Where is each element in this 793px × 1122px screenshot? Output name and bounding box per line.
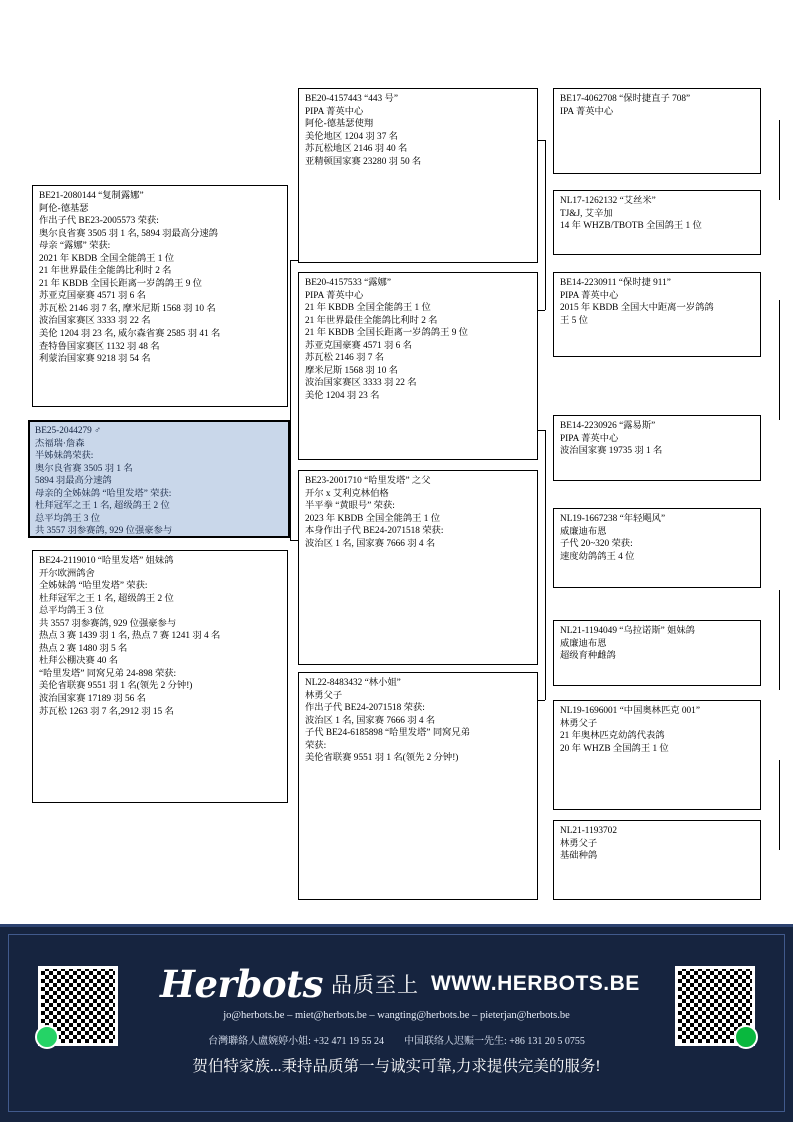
pedigree-box-great-grandparent-8: [553, 820, 761, 900]
box-line: 奥尔良省赛 3505 羽 1 名: [35, 463, 133, 474]
box-line: BE21-2080144 “复制露娜”: [39, 191, 144, 201]
box-line: 母亲 “露娜” 荣获:: [39, 241, 111, 252]
box-line: 杜拜冠军之王 1 名, 超级鸽王 2 位: [39, 593, 174, 604]
box-line: 21 年奥林匹克幼鸽代表鸽: [560, 731, 665, 742]
box-line: 阿伦-德基瑟使翔: [305, 119, 374, 130]
box-line: 美伦 1204 羽 23 名, 威尔森省赛 2585 羽 41 名: [39, 329, 221, 340]
pedigree-box-grandsire-paternal: [298, 88, 538, 263]
box-line: BE17-4062708 “保时捷直子 708”: [560, 94, 691, 104]
wechat-icon: [35, 1025, 59, 1049]
box-line: 林勇父子: [560, 718, 598, 729]
footer-inner-border: [8, 934, 785, 1112]
box-line: PIPA 菁英中心: [560, 290, 619, 301]
box-line: 开尔欧洲鸽舍: [39, 568, 95, 579]
connector-gp3-stub: [537, 430, 545, 431]
box-line: 苏瓦松地区 2146 羽 40 名: [305, 144, 408, 155]
pedigree-box-subject: [28, 420, 290, 538]
box-line: 21 年 KBDB 全国长距离一岁鸽鸽王 9 位: [305, 328, 468, 339]
qr-code-right[interactable]: [675, 966, 755, 1046]
box-line: 杜拜冠军之王 1 名, 超级鸽王 2 位: [35, 501, 170, 512]
pedigree-box-granddam-maternal: [298, 672, 538, 900]
connector-dam-stub: [290, 540, 298, 541]
box-line: 作出子代 BE24-2071518 荣获:: [305, 703, 425, 714]
connector-gp2-to-gg: [779, 300, 780, 420]
footer-top-rule: [0, 924, 793, 927]
box-line: BE20-4157533 “露娜”: [305, 278, 391, 288]
box-line: TJ&J, 艾辛加: [560, 208, 613, 219]
box-line: 半平拳 “黄眼号” 荣获:: [305, 501, 395, 512]
pedigree-box-granddam-paternal: [298, 272, 538, 460]
box-line: 热点 2 赛 1480 羽 5 名: [39, 643, 128, 654]
box-line: 子代 BE24-6185898 “哈里发塔” 同窝兄弟: [305, 728, 471, 739]
connector-gp3-to-gg: [779, 590, 780, 690]
box-line: 阿伦-德基瑟: [39, 203, 89, 214]
pedigree-box-great-grandparent-5: [553, 508, 761, 588]
footer-tagline: 贺伯特家族...秉持品质第一与诚实可靠,力求提供完美的服务!: [192, 1058, 601, 1075]
connector-gp4-stub: [537, 700, 545, 701]
pedigree-box-great-grandparent-7: [553, 700, 761, 810]
connector-gp2-stub: [537, 310, 545, 311]
pedigree-box-sire: [32, 185, 288, 407]
brand-row: [160, 962, 640, 1006]
box-line: 14 年 WHZB/TBOTB 全国鸽王 1 位: [560, 221, 702, 232]
box-line: 5894 羽最高分速鸽: [35, 476, 112, 487]
box-line: 全姊妹鸽 “哈里发塔” 荣获:: [39, 581, 148, 592]
box-line: 美伦地区 1204 羽 37 名: [305, 131, 398, 142]
footer-banner: [0, 924, 793, 1122]
box-line: BE20-4157443 “443 号”: [305, 94, 398, 104]
box-line: NL19-1696001 “中国奥林匹克 001”: [560, 706, 700, 716]
box-line: 波治国家赛 19735 羽 1 名: [560, 446, 663, 457]
box-line: 美伦 1204 羽 23 名: [305, 390, 380, 401]
box-line: 21 年世界最佳全能鸽比利时 2 名: [39, 266, 172, 277]
box-line: 波治区 1 名, 国家赛 7666 羽 4 名: [305, 715, 436, 726]
box-line: 奥尔良省赛 3505 羽 1 名, 5894 羽最高分速鸽: [39, 228, 218, 239]
box-line: 本身作出子代 BE24-2071518 荣获:: [305, 526, 444, 537]
box-line: 美伦省联赛 9551 羽 1 名(领先 2 分钟!): [39, 681, 193, 692]
box-line: 利蒙治国家赛 9218 羽 54 名: [39, 354, 151, 365]
box-line: 杰福瑞·詹森: [35, 438, 85, 449]
box-line: 波治区 1 名, 国家赛 7666 羽 4 名: [305, 538, 436, 549]
connector-sire-to-gp: [545, 140, 546, 310]
box-line: 林勇父子: [305, 690, 343, 701]
box-line: PIPA 菁英中心: [305, 106, 364, 117]
box-line: 威廉迪布恩: [560, 526, 607, 537]
box-line: 美伦省联赛 9551 羽 1 名(领先 2 分钟!): [305, 753, 459, 764]
box-line: 2021 年 KBDB 全国全能鸽王 1 位: [39, 253, 175, 264]
box-line: BE25-2044279 ♂: [35, 426, 102, 436]
box-line: 21 年 KBDB 全国长距离一岁鸽鸽王 9 位: [39, 278, 202, 289]
pedigree-box-great-grandparent-2: [553, 190, 761, 255]
pedigree-box-great-grandparent-1: [553, 88, 761, 174]
box-line: 2015 年 KBDB 全国大中距离一岁鸽鸽: [560, 303, 714, 314]
box-line: BE14-2230911 “保时捷 911”: [560, 278, 671, 288]
box-line: “哈里发塔” 同窝兄弟 24-898 荣获:: [39, 668, 177, 679]
connector-sire-stub: [290, 260, 298, 261]
box-line: 作出子代 BE23-2005573 荣获:: [39, 216, 159, 227]
box-line: PIPA 菁英中心: [560, 433, 619, 444]
pedigree-box-dam: [32, 550, 288, 803]
box-line: NL22-8483432 “林小姐”: [305, 678, 401, 688]
box-line: BE14-2230926 “露易斯”: [560, 421, 656, 431]
box-line: 苏亚克国豪赛 4571 羽 6 名: [305, 340, 412, 351]
box-line: 共 3557 羽参赛鸽, 929 位强豪参与: [35, 526, 173, 537]
box-line: 王 5 位: [560, 315, 588, 326]
pedigree-box-great-grandparent-4: [553, 415, 761, 481]
box-line: NL21-1193702: [560, 826, 617, 836]
box-line: 亚精顿国家赛 23280 羽 50 名: [305, 156, 422, 167]
pedigree-box-grandsire-maternal: [298, 470, 538, 665]
connector-gp4-to-gg: [779, 760, 780, 850]
box-line: NL17-1262132 “艾丝米”: [560, 196, 656, 206]
box-line: PIPA 菁英中心: [305, 290, 364, 301]
box-line: NL21-1194049 “乌拉诺斯” 姐妹鸽: [560, 626, 695, 636]
box-line: 苏瓦松 1263 羽 7 名,2912 羽 15 名: [39, 706, 174, 717]
connector-dam-to-gp: [545, 430, 546, 700]
box-line: 半姊妹鸽荣获:: [35, 451, 94, 462]
wechat-icon: [734, 1025, 758, 1049]
qr-code-left[interactable]: [38, 966, 118, 1046]
box-line: 热点 3 赛 1439 羽 1 名, 热点 7 赛 1241 羽 4 名: [39, 631, 221, 642]
box-line: 林勇父子: [560, 838, 598, 849]
box-line: 苏瓦松 2146 羽 7 名: [305, 353, 385, 364]
box-line: 超级育种雌鸽: [560, 651, 616, 662]
box-line: 总平均鸽王 3 位: [39, 606, 105, 617]
box-line: 总平均鸽王 3 位: [35, 513, 101, 524]
box-line: 母亲的全姊妹鸽 “哈里发塔” 荣获:: [35, 488, 172, 499]
box-line: BE23-2001710 “哈里发塔” 之父: [305, 476, 431, 486]
box-line: 波治国家赛区 3333 羽 22 名: [39, 316, 151, 327]
connector-gp1-to-gg: [779, 120, 780, 200]
brand-logo-text: Herbots: [160, 962, 323, 1006]
box-line: 子代 20~320 荣获:: [560, 539, 633, 550]
box-line: 速度幼鸽鸽王 4 位: [560, 551, 635, 562]
connector-subject-to-parents: [290, 260, 291, 540]
box-line: 威廉迪布恩: [560, 638, 607, 649]
brand-slogan: 品质至上: [330, 973, 419, 997]
connector-gp1-stub: [537, 140, 545, 141]
contact-emails[interactable]: jo@herbots.be – miet@herbots.be – wangting@herbots.be – pieterjan@herbots.be: [223, 1010, 570, 1021]
pedigree-box-great-grandparent-3: [553, 272, 761, 357]
box-line: 查特鲁国家赛区 1132 羽 48 名: [39, 341, 160, 352]
box-line: 2023 年 KBDB 全国全能鸽王 1 位: [305, 513, 441, 524]
box-line: IPA 菁英中心: [560, 106, 614, 117]
box-line: BE24-2119010 “哈里发塔” 姐妹鸽: [39, 556, 174, 566]
box-line: NL19-1667238 “年轻飓风”: [560, 514, 666, 524]
box-line: 21 年世界最佳全能鸽比利时 2 名: [305, 315, 438, 326]
box-line: 开尔 x 艾利克林伯格: [305, 488, 389, 499]
website-link[interactable]: WWW.HERBOTS.BE: [430, 972, 640, 995]
box-line: 苏亚克国豪赛 4571 羽 6 名: [39, 291, 146, 302]
box-line: 波治国家赛 17189 羽 56 名: [39, 694, 146, 705]
box-line: 基础种鸽: [560, 851, 598, 862]
box-line: 波治国家赛区 3333 羽 22 名: [305, 378, 417, 389]
box-line: 摩米尼斯 1568 羽 10 名: [305, 365, 398, 376]
box-line: 苏瓦松 2146 羽 7 名, 摩米尼斯 1568 羽 10 名: [39, 303, 216, 314]
box-line: 20 年 WHZB 全国鸽王 1 位: [560, 743, 669, 754]
box-line: 21 年 KBDB 全国全能鸽王 1 位: [305, 303, 431, 314]
contact-phones: 台灣聯絡人盧婉婷小姐: +32 471 19 55 24 中国联络人迟赈一先生: +86 131 20 5 0755: [208, 1036, 585, 1047]
pedigree-box-great-grandparent-6: [553, 620, 761, 686]
box-line: 共 3557 羽参赛鸽, 929 位强豪参与: [39, 618, 177, 629]
box-line: 荣获:: [305, 740, 327, 751]
box-line: 杜拜公棚决赛 40 名: [39, 656, 119, 667]
